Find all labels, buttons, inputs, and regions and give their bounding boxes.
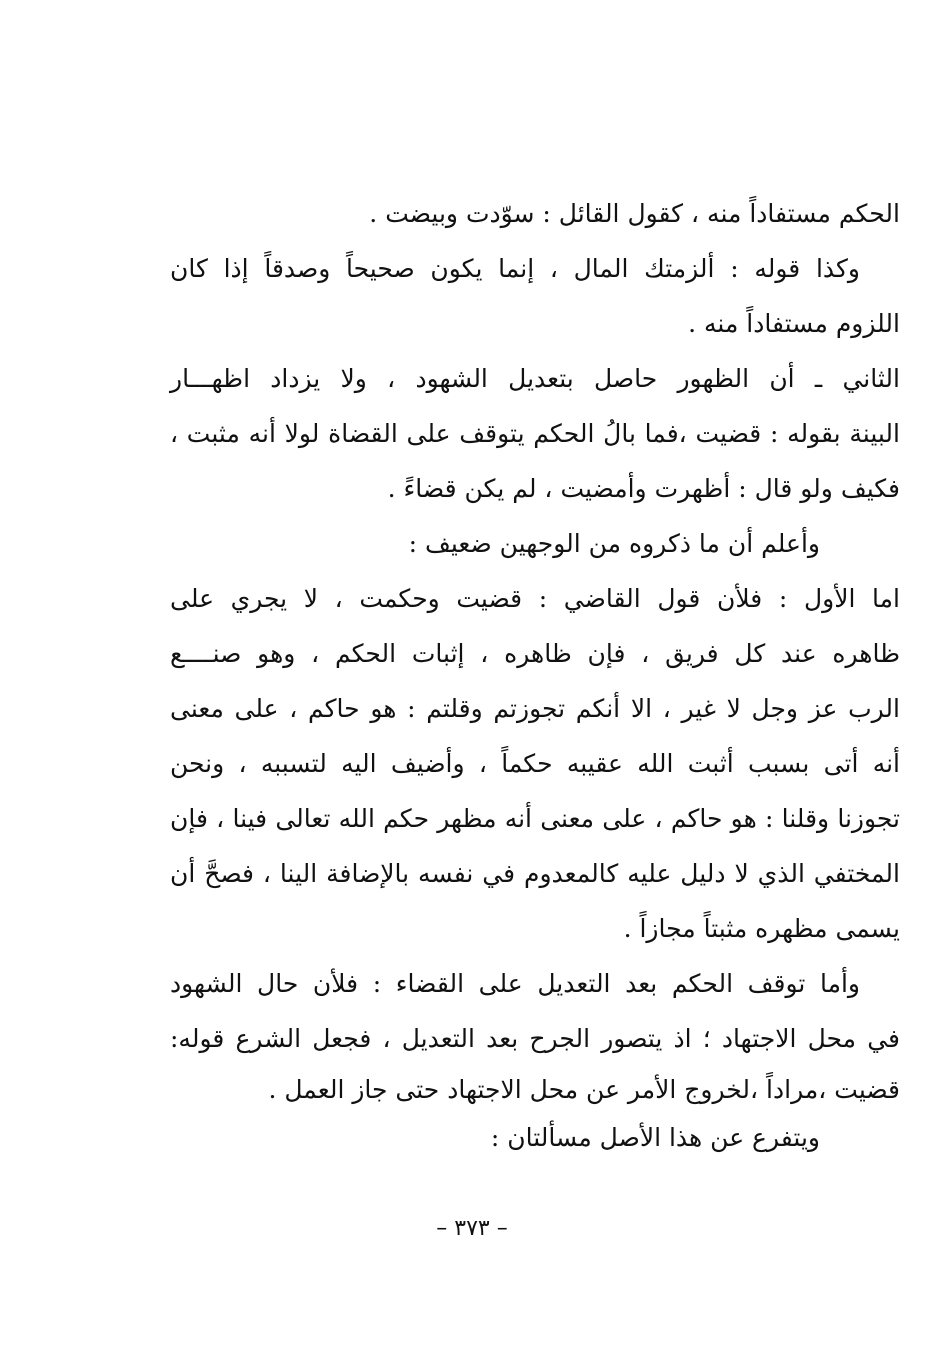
text-line-17: قضيت ،مراداً ،لخروج الأمر عن محل الاجتهاد حتى جاز العمل . xyxy=(268,1075,900,1104)
text-line-16: في محل الاجتهاد ؛ اذ يتصور الجرح بعد التعديل ، فجعل الشرع قوله: xyxy=(170,1024,900,1053)
text-line-2: وكذا قوله : ألزمتك المال ، إنما يكون صحيحاً وصدقاً إذا كان xyxy=(170,254,860,283)
text-line-18: ويتفرع عن هذا الأصل مسألتان : xyxy=(490,1123,820,1152)
text-line-13: المختفي الذي لا دليل عليه كالمعدوم في نفسه بالإضافة الينا ، فصحَّ أن xyxy=(170,859,900,888)
text-line-9: ظاهره عند كل فريق ، فإن ظاهره ، إثبات الحكم ، وهو صنــــع xyxy=(170,639,900,668)
text-line-6: فكيف ولو قال : أظهرت وأمضيت ، لم يكن قضاءً . xyxy=(387,474,900,503)
text-line-4: الثاني ـ أن الظهور حاصل بتعديل الشهود ، ولا يزداد اظهـــار xyxy=(170,364,900,393)
text-line-10: الرب عز وجل لا غير ، الا أنكم تجوزتم وقلتم : هو حاكم ، على معنى xyxy=(170,694,900,723)
text-line-11: أنه أتى بسبب أثبت الله عقيبه حكماً ، وأضيف اليه لتسببه ، ونحن xyxy=(170,749,900,778)
text-line-12: تجوزنا وقلنا : هو حاكم ، على معنى أنه مظهر حكم الله تعالى فينا ، فإن xyxy=(170,804,900,833)
text-line-7: وأعلم أن ما ذكروه من الوجهين ضعيف : xyxy=(408,529,820,558)
text-line-5: البينة بقوله : قضيت ،فما بالُ الحكم يتوقف على القضاة لولا أنه مثبت ، xyxy=(170,419,900,448)
text-line-15: وأما توقف الحكم بعد التعديل على القضاء : فلأن حال الشهود xyxy=(170,969,860,998)
text-line-14: يسمى مظهره مثبتاً مجازاً . xyxy=(623,914,900,943)
text-line-1: الحكم مستفاداً منه ، كقول القائل : سوّدت وبيضت . xyxy=(369,199,900,228)
text-line-3: اللزوم مستفاداً منه . xyxy=(688,309,900,338)
body-text xyxy=(170,186,900,1162)
page-number: – ٣٧٣ – xyxy=(436,1216,508,1241)
text-line-8: اما الأول : فلأن قول القاضي : قضيت وحكمت ، لا يجري على xyxy=(170,584,900,613)
